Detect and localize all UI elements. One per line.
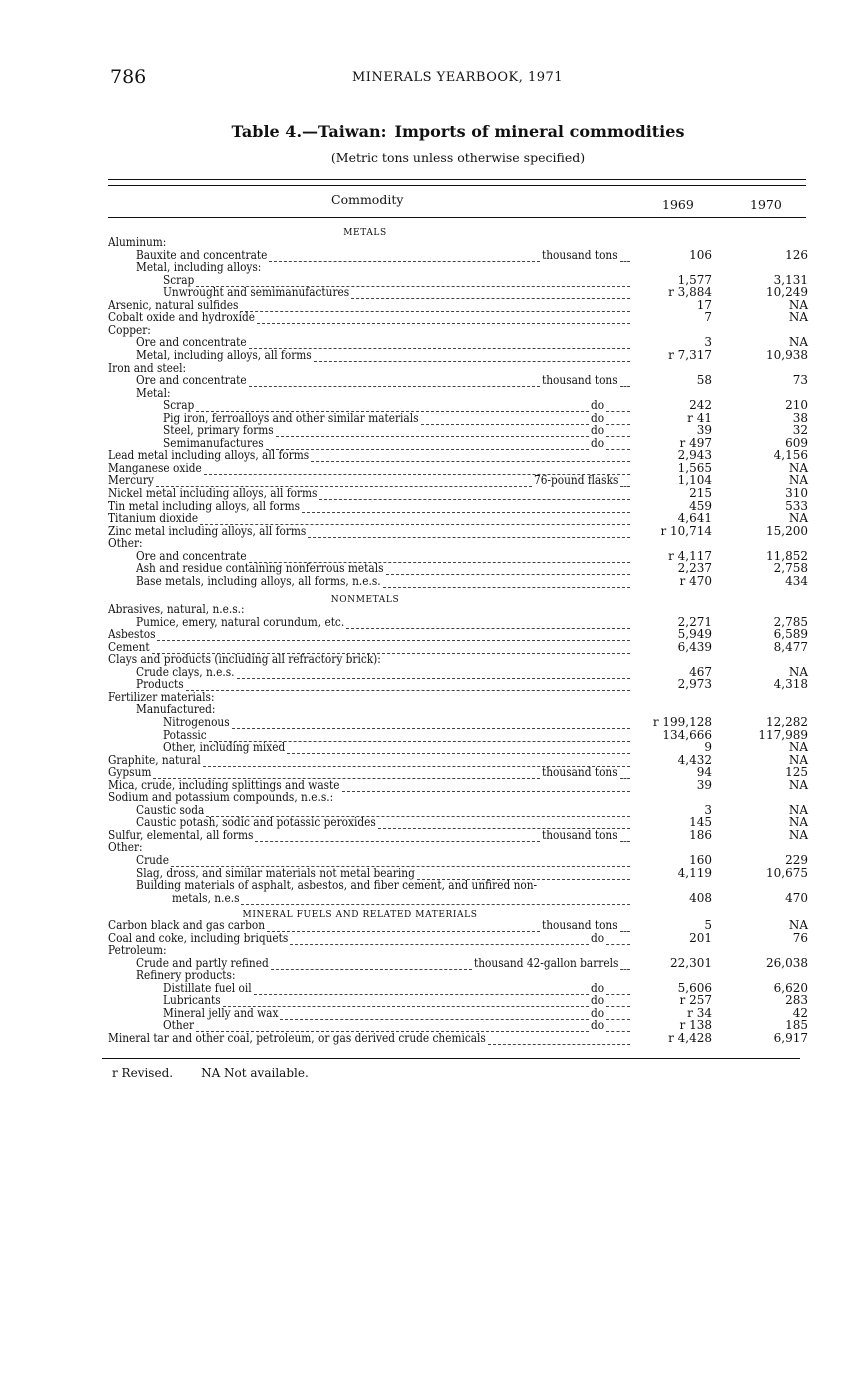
dot-leader [249, 375, 541, 387]
value-1970: 32 [792, 423, 808, 438]
dot-leader [606, 425, 630, 437]
commodity-label: Aluminum: [108, 235, 167, 249]
value-1969: 1,565 [677, 460, 712, 475]
value-1969: 3 [704, 335, 712, 350]
dot-leader [290, 933, 589, 945]
value-1969: r 138 [679, 1018, 712, 1033]
table-row [0, 703, 866, 716]
commodity-label: Copper: [108, 322, 151, 337]
value-1969: r 41 [687, 410, 712, 425]
table-row [0, 424, 866, 437]
bottom-rule [102, 1058, 800, 1059]
value-1969: 4,119 [677, 865, 712, 880]
table-row [0, 841, 866, 854]
dot-leader [606, 1008, 630, 1020]
dot-leader [606, 413, 630, 425]
table-row [0, 387, 866, 400]
value-1969: r 497 [679, 435, 712, 450]
dot-leader [620, 830, 630, 842]
value-1970: NA [788, 802, 808, 817]
dot-leader [186, 679, 630, 691]
dot-leader [157, 629, 630, 641]
value-1970: 38 [792, 410, 808, 425]
value-1969: 145 [689, 815, 712, 830]
value-1969: 3 [704, 802, 712, 817]
value-1969: 9 [704, 740, 712, 755]
table-row [0, 575, 866, 588]
footnote-revised: r Revised. [112, 1066, 174, 1080]
value-1969: 201 [689, 930, 712, 945]
unit-label: do [590, 930, 604, 945]
value-1969: 94 [696, 765, 712, 780]
commodity-label: Bauxite and concentrate [136, 247, 268, 262]
dot-leader [606, 400, 630, 412]
page-number: 786 [110, 66, 147, 88]
commodity-label: Ore and concentrate [136, 548, 247, 563]
value-1970: 26,038 [766, 955, 808, 970]
section-heading: METALS [343, 228, 387, 238]
commodity-label: Mica, crude, including splittings and waste [108, 777, 340, 792]
value-1970: 185 [785, 1018, 808, 1033]
table-row [0, 994, 866, 1007]
commodity-label: Other, including mixed [163, 740, 286, 755]
commodity-label: Gypsum [108, 765, 152, 780]
commodity-label: Zinc metal including alloys, all forms [108, 523, 307, 538]
column-header-1969: 1969 [662, 197, 694, 212]
value-1970: 609 [785, 435, 808, 450]
dot-leader [241, 893, 630, 905]
commodity-label: Tin metal including alloys, all forms [108, 498, 301, 513]
commodity-label: Petroleum: [108, 943, 167, 958]
table-row [0, 550, 866, 563]
value-1970: NA [788, 918, 808, 932]
unit-label: thousand tons [542, 827, 618, 842]
unit-label: do [590, 398, 604, 413]
commodity-label: Crude clays, n.e.s. [136, 664, 235, 679]
commodity-label: Manufactured: [136, 702, 216, 717]
value-1970: NA [788, 752, 808, 767]
commodity-label: Distillate fuel oil [163, 980, 252, 995]
value-1969: 1,104 [677, 473, 712, 488]
value-1969: 5 [704, 918, 712, 932]
commodity-label: Refinery products: [136, 968, 236, 983]
table-row [0, 261, 866, 274]
commodity-label: Products [136, 677, 184, 692]
commodity-label: Mineral tar and other coal, petroleum, or gas derived crude chemicals [108, 1030, 486, 1045]
dot-leader [620, 767, 630, 779]
dot-leader [386, 563, 630, 575]
value-1969: r 3,884 [668, 285, 712, 300]
commodity-label: Iron and steel: [108, 360, 187, 375]
unit-label: thousand tons [542, 373, 618, 388]
value-1969: 408 [689, 890, 712, 905]
value-1969: 2,973 [677, 677, 712, 692]
dot-leader [620, 375, 630, 387]
value-1970: 210 [785, 398, 808, 413]
commodity-label: Ash and residue containing nonferrous metals [136, 561, 384, 576]
commodity-label: Crude and partly refined [136, 955, 269, 970]
value-1970: 434 [785, 573, 808, 588]
value-1970: 10,249 [766, 285, 808, 300]
value-1969: 215 [689, 486, 712, 500]
commodity-label: Caustic soda [136, 802, 205, 817]
unit-label: do [590, 410, 604, 425]
column-header-1970: 1970 [750, 197, 782, 212]
value-1969: r 7,317 [668, 347, 712, 362]
value-1969: 6,439 [677, 639, 712, 654]
value-1970: NA [788, 664, 808, 679]
commodity-label: Mercury [108, 473, 154, 488]
value-1970: 283 [785, 993, 808, 1008]
value-1970: NA [788, 335, 808, 350]
value-1970: NA [788, 740, 808, 755]
value-1969: 7 [704, 310, 712, 325]
value-1970: 10,938 [766, 347, 808, 362]
commodity-label: Nitrogenous [163, 714, 230, 729]
table-row [0, 336, 866, 349]
table-row [0, 324, 866, 337]
commodity-label: Steel, primary forms [163, 423, 274, 438]
value-1970: NA [788, 460, 808, 475]
commodity-label: Base metals, including alloys, all forms, n.e.s. [136, 573, 381, 588]
value-1970: NA [788, 473, 808, 488]
unit-label: do [590, 423, 604, 438]
value-1970: NA [788, 310, 808, 325]
value-1970: NA [788, 815, 808, 830]
value-1969: 58 [696, 373, 712, 388]
unit-label: thousand 42-gallon barrels [473, 955, 618, 970]
value-1969: r 257 [679, 993, 712, 1008]
commodity-label: Titanium dioxide [108, 511, 199, 526]
commodity-label: Scrap [163, 398, 195, 413]
unit-label: do [590, 435, 604, 450]
dot-leader [620, 250, 630, 262]
value-1970: 126 [785, 247, 808, 262]
value-1969: 5,949 [677, 627, 712, 642]
commodity-label: Lead metal including alloys, all forms [108, 448, 310, 463]
dot-leader [620, 920, 630, 932]
dot-leader [267, 920, 540, 932]
table-row [0, 249, 866, 262]
value-1970: 3,131 [773, 272, 808, 287]
dot-leader [232, 717, 630, 729]
table-row [0, 562, 866, 575]
commodity-label: Coal and coke, including briquets [108, 930, 289, 945]
commodity-label: Building materials of asphalt, asbestos, and fiber cement, and unfired non- [136, 878, 538, 893]
dot-leader [237, 667, 630, 679]
commodity-label: Unwrought and semimanufactures [163, 285, 350, 300]
section-heading: NONMETALS [330, 595, 400, 605]
value-1970: 8,477 [773, 639, 808, 654]
table-row [0, 982, 866, 995]
commodity-label: Potassic [163, 727, 207, 742]
dot-leader [280, 1008, 588, 1020]
dot-leader [606, 933, 630, 945]
commodity-label: Cobalt oxide and hydroxide [108, 310, 256, 325]
table-row [0, 666, 866, 679]
table-row [0, 603, 866, 616]
value-1969: 2,237 [677, 561, 712, 576]
dot-leader [488, 1033, 630, 1045]
value-1969: 134,666 [662, 727, 712, 742]
value-1969: 2,943 [677, 448, 712, 463]
value-1969: r 4,428 [668, 1030, 712, 1045]
value-1970: 12,282 [766, 714, 808, 729]
commodity-label: Abrasives, natural, n.e.s.: [108, 602, 245, 616]
commodity-label: Metal, including alloys: [136, 260, 262, 275]
value-1969: 4,641 [677, 511, 712, 526]
value-1969: 22,301 [670, 955, 712, 970]
dot-leader [421, 413, 589, 425]
dot-leader [319, 488, 630, 500]
dot-leader [255, 830, 540, 842]
commodity-label: metals, n.e.s [172, 890, 240, 905]
commodity-label: Caustic potash, sodic and potassic peroxides [136, 815, 376, 830]
dot-leader [620, 475, 630, 487]
value-1969: r 199,128 [652, 714, 712, 729]
value-1970: 6,620 [773, 980, 808, 995]
value-1969: 39 [696, 777, 712, 792]
table-title-text: Imports of mineral commodities [394, 122, 685, 141]
commodity-label: Pig iron, ferroalloys and other similar materials [163, 410, 419, 425]
table-row [0, 274, 866, 287]
dot-leader [308, 526, 630, 538]
value-1970: NA [788, 827, 808, 842]
value-1970: 15,200 [766, 523, 808, 538]
table-row [0, 879, 866, 892]
commodity-label: Slag, dross, and similar materials not metal bearing [136, 865, 415, 880]
commodity-label: Lubricants [163, 993, 221, 1008]
commodity-label: Ore and concentrate [136, 335, 247, 350]
unit-label: thousand tons [542, 247, 618, 262]
commodity-label: Nickel metal including alloys, all forms [108, 486, 318, 500]
value-1969: r 10,714 [660, 523, 712, 538]
unit-label: do [590, 1018, 604, 1033]
dot-leader [342, 780, 630, 792]
commodity-label: Asbestos [108, 627, 156, 642]
value-1970: 10,675 [766, 865, 808, 880]
value-1970: 6,589 [773, 627, 808, 642]
value-1969: 1,577 [677, 272, 712, 287]
commodity-label: Scrap [163, 272, 195, 287]
column-header-commodity: Commodity [331, 192, 404, 207]
value-1970: 2,758 [773, 561, 808, 576]
commodity-label: Semimanufactures [163, 435, 264, 450]
value-1970: 4,156 [773, 448, 808, 463]
value-1969: r 34 [687, 1005, 712, 1020]
dot-leader [314, 350, 630, 362]
section-heading: MINERAL FUELS AND RELATED MATERIALS [242, 910, 478, 920]
table-row [0, 969, 866, 982]
table-row [0, 716, 866, 729]
table-row [0, 399, 866, 412]
dot-leader [269, 250, 540, 262]
dot-leader [346, 617, 630, 629]
table-title-number: Table 4.—Taiwan: [231, 122, 387, 141]
dot-leader [266, 438, 589, 450]
dot-leader [276, 425, 589, 437]
commodity-label: Carbon black and gas carbon [108, 918, 266, 932]
commodity-label: Mineral jelly and wax [163, 1005, 279, 1020]
unit-label: do [590, 993, 604, 1008]
commodity-label: Clays and products (including all refractory brick): [108, 652, 381, 667]
value-1970: 6,917 [773, 1030, 808, 1045]
value-1970: 4,318 [773, 677, 808, 692]
commodity-label: Sulfur, elemental, all forms [108, 827, 254, 842]
dot-leader [240, 300, 630, 312]
dot-leader [271, 958, 472, 970]
commodity-label: Arsenic, natural sulfides [108, 297, 239, 312]
commodity-label: Other: [108, 536, 143, 551]
unit-label: do [590, 1005, 604, 1020]
dot-leader [606, 1020, 630, 1032]
unit-label: do [590, 980, 604, 995]
table-row [0, 236, 866, 249]
table-row [0, 412, 866, 425]
value-1970: NA [788, 511, 808, 526]
commodity-label: Pumice, emery, natural corundum, etc. [136, 614, 345, 629]
commodity-label: Fertilizer materials: [108, 689, 215, 704]
value-1969: 467 [689, 664, 712, 679]
value-1970: NA [788, 777, 808, 792]
table-row [0, 537, 866, 550]
table-row [0, 804, 866, 817]
value-1969: 106 [689, 247, 712, 262]
footnote-not-available: NA Not available. [201, 1066, 309, 1080]
value-1970: 310 [785, 486, 808, 500]
table-row [0, 791, 866, 804]
value-1970: 11,852 [766, 548, 808, 563]
commodity-label: Metal, including alloys, all forms [136, 347, 312, 362]
footnotes [112, 1066, 337, 1080]
dot-leader [254, 983, 589, 995]
table-row [0, 362, 866, 375]
table-row [0, 1007, 866, 1020]
value-1969: 17 [696, 297, 712, 312]
commodity-label: Metal: [136, 385, 171, 400]
commodity-label: Other: [108, 840, 143, 855]
commodity-label: Sodium and potassium compounds, n.e.s.: [108, 790, 334, 805]
value-1969: 5,606 [677, 980, 712, 995]
table-row [0, 957, 866, 970]
value-1970: 76 [792, 930, 808, 945]
dot-leader [257, 312, 630, 324]
dot-leader [351, 287, 630, 299]
value-1969: 39 [696, 423, 712, 438]
dot-leader [302, 501, 630, 513]
unit-label: 76-pound flasks [533, 473, 619, 488]
commodity-label: Manganese oxide [108, 460, 202, 475]
table-row [0, 729, 866, 742]
dot-leader [287, 742, 630, 754]
dot-leader [606, 438, 630, 450]
table-row [0, 892, 866, 905]
commodity-label: Crude [136, 853, 169, 867]
value-1970: 42 [792, 1005, 808, 1020]
commodity-label: Other [163, 1018, 195, 1033]
value-1969: r 4,117 [668, 548, 712, 563]
value-1970: 2,785 [773, 614, 808, 629]
unit-label: thousand tons [542, 765, 618, 780]
value-1969: 242 [689, 398, 712, 413]
table-row [0, 1032, 866, 1045]
value-1969: 186 [689, 827, 712, 842]
commodity-label: Graphite, natural [108, 752, 201, 767]
value-1970: 229 [785, 853, 808, 867]
table-subtitle: (Metric tons unless otherwise specified) [330, 150, 586, 165]
dot-leader [606, 995, 630, 1007]
table-row [0, 653, 866, 666]
unit-label: thousand tons [542, 918, 618, 932]
value-1970: 125 [785, 765, 808, 780]
dot-leader [383, 576, 630, 588]
value-1970: 470 [785, 890, 808, 905]
value-1970: 73 [792, 373, 808, 388]
value-1969: 2,271 [677, 614, 712, 629]
value-1970: 117,989 [758, 727, 808, 742]
value-1969: 4,432 [677, 752, 712, 767]
value-1969: r 470 [679, 573, 712, 588]
value-1970: 533 [785, 498, 808, 513]
value-1969: 160 [689, 853, 712, 867]
commodity-label: Ore and concentrate [136, 373, 247, 388]
table-row [0, 854, 866, 867]
value-1970: NA [788, 297, 808, 312]
running-title: MINERALS YEARBOOK, 1971 [352, 70, 564, 85]
dot-leader [606, 983, 630, 995]
table-row [0, 691, 866, 704]
table-row [0, 374, 866, 387]
commodity-label: Cement [108, 639, 150, 654]
dot-leader [620, 958, 630, 970]
dot-leader [311, 450, 630, 462]
value-1969: 459 [689, 498, 712, 513]
table-row [0, 944, 866, 957]
